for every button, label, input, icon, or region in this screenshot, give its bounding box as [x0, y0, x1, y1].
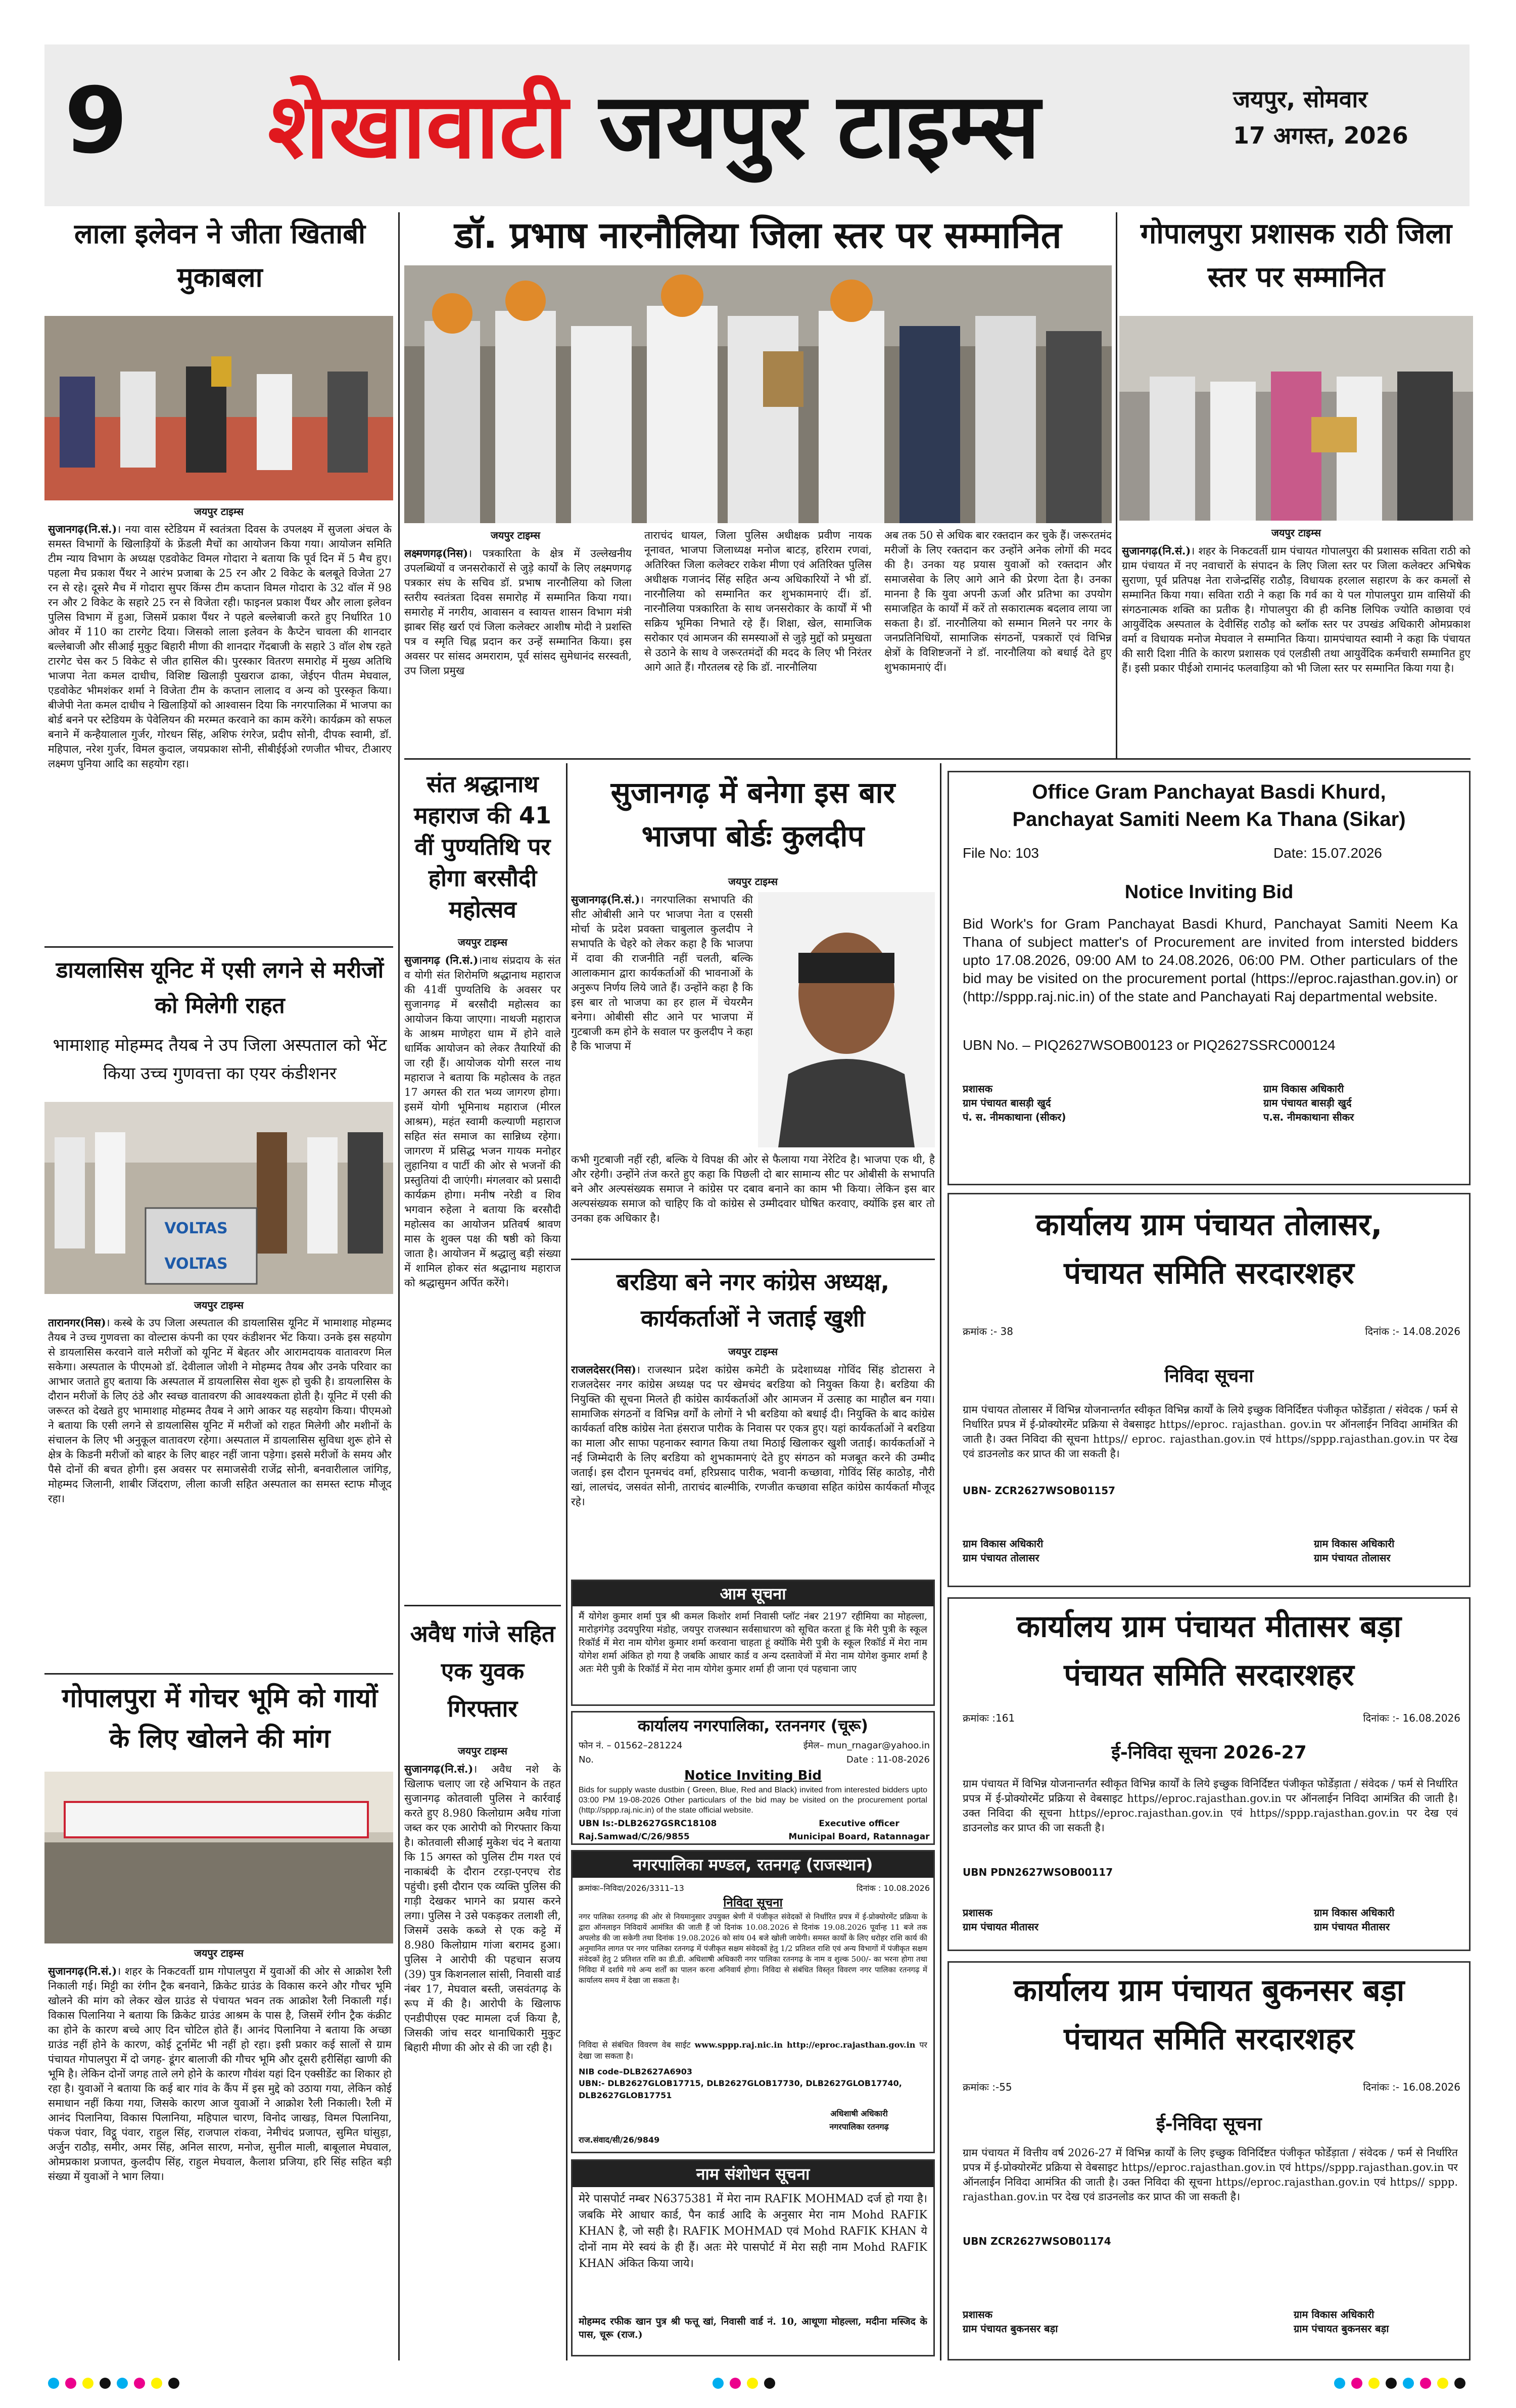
bjp-headline: सुजानगढ़ में बनेगा इस बार भाजपा बोर्डः कुलदीप	[610, 775, 895, 853]
bukansar-kramank: क्रमांकः :-55	[963, 2081, 1012, 2093]
prabhash-body-col1	[404, 546, 632, 753]
ratannagar-no: No.	[579, 1754, 594, 1765]
rathi-photo-art	[1119, 316, 1473, 521]
prabhash-headline: डॉ. प्रभाष नारनौलिया जिला स्तर पर सम्मानित	[454, 214, 1062, 256]
column-rule	[940, 763, 941, 2360]
bukansar-title-2: पंचायत समिति सरदारशहर	[1064, 2021, 1354, 2057]
meetasar-title	[950, 1602, 1468, 1703]
lala-photo	[44, 316, 393, 500]
black-dot	[1454, 2378, 1465, 2389]
basdi-ubn: UBN No. – PIQ2627WSOB00123 or PIQ2627SSRC000124	[963, 1037, 1336, 1053]
ratangarh-date: दिनांक : 10.08.2026	[856, 1883, 930, 1893]
gochar-credit: जयपुर टाइम्स	[194, 1947, 244, 1959]
meetasar-sign-right-2: ग्राम पंचायत मीतासर	[1314, 1921, 1390, 1933]
magenta-dot	[1420, 2378, 1431, 2389]
column-rule	[566, 763, 567, 2360]
ratangarh-officer: अधिशाषी अधिकारी	[830, 2109, 888, 2118]
tolasar-sign-left-1: ग्राम विकास अधिकारी	[963, 1538, 1044, 1550]
basdi-sign-left	[963, 1082, 1185, 1132]
meetasar-kramank: क्रमांकः :161	[963, 1712, 1015, 1724]
basdi-notice-heading: Notice Inviting Bid	[1124, 882, 1294, 903]
voltas-label-1: VOLTAS	[164, 1220, 228, 1237]
bukansar-body: ग्राम पंचायत में वित्तीय वर्ष 2026-27 में विभिन्न कार्यों के लिए इच्छुक विनिर्दिष्टत पंजीकृत फोर्डेड़ाता / संवेदक / फर्म से निर्धारित प्रपत्र में ई-प्रोक्योरमेंट प्रक्रिया से वेबसाइट https//eproc.rajasthan.gov.in एवं https//sppp.rajasthan.gov.in पर ऑनलाईन निविदा आमंत्रित की जाती है। उक्त निविदा की सूचना https//eproc.rajasthan.gov.in एवं https// sppp. rajasthan.gov.in पर देख एवं डाउनलोड कर प्राप्त की जा सकती है।	[963, 2147, 1458, 2203]
bardiya-body	[571, 1362, 935, 1575]
dialysis-text: । कस्बे के उप जिला अस्पताल की डायलासिस यूनिट में भामाशाह मोहम्मद तैयब ने उच्च गुणवत्ता का वोल्टास कंपनी का एयर कंडीशनर भेंट किया। उनके इस सहयोग से डायलासिस करवाने वाले मरीजों को यूनिट में बेहतर और आरामदायक वातावरण मिल सकेगा। अस्पताल के पीएमओ डॉ. देवीलाल जोशी ने मोहम्मद तैयब और उनके परिवार का आभार जताते हुए बताया कि अस्पताल में डायलासिस सेवा शुरू हो चुकी है। डायलासिस के दौरान मरीजों के लिए ठंडे और स्वच्छ वातावरण की आवश्यकता होती है। यूनिट में एसी की जरूरत को देखते हुए भामाशाह मोहम्मद तैयब ने आगे आकर यह सहयोग किया। पीएमओ ने बताया कि एसी लगने से डायलासिस यूनिट में मरीजों को राहत मिलेगी और मशीनों के संचालन के लिए भी अनुकूल वातावरण रहेगा। अस्पताल में डायलासिस सुविधा शुरू होने से क्षेत्र के किडनी मरीजों को बाहर के लिए बाहर नहीं जाना पड़ेगा। इससे मरीजों के समय और पैसे दोनों की बचत होगी। इस अवसर पर समाजसेवी राजेंद्र सोनी, बनवारीलाल जांगिड़, मोहम्मद जिलानी, शाबीर जिंदराण, लीला काजी सहित अस्पताल का समस्त स्टाफ मौजूद रहा।	[48, 1317, 392, 1505]
yellow-dot	[82, 2378, 93, 2389]
tolasar-kramank: क्रमांक :- 38	[963, 1325, 1013, 1337]
meetasar-title-2: पंचायत समिति सरदारशहर	[1064, 1657, 1354, 1693]
meetasar-notice-heading: ई-निविदा सूचना 2026-27	[1111, 1742, 1307, 1763]
bukansar-sign-left	[963, 2307, 1165, 2338]
ratangarh-site-label: निविदा से संबंधित विवरण वेब साईट	[579, 2040, 691, 2050]
ganja-dateline: सुजानगढ़(नि.सं.)	[404, 1763, 473, 1775]
meetasar-sign-left-1: प्रशासक	[963, 1907, 993, 1919]
ratangarh-sites	[579, 2040, 927, 2064]
yellow-dot	[1368, 2378, 1380, 2389]
column-divider	[404, 1605, 561, 1606]
issue-date: 17 अगस्त, 2026	[1233, 122, 1408, 149]
meetasar-sign-left	[963, 1906, 1165, 1936]
basdi-sign-right	[1263, 1082, 1460, 1132]
tolasar-date: दिनांक :- 14.08.2026	[1365, 1325, 1460, 1337]
basdi-file: File No: 103	[963, 845, 1039, 861]
dialysis-credit: जयपुर टाइम्स	[194, 1299, 244, 1311]
page-number: 9	[64, 68, 128, 174]
lala-headline: लाला इलेवन ने जीता खिताबी मुकाबला	[74, 218, 366, 293]
black-dot	[764, 2378, 775, 2389]
meetasar-title-1: कार्यालय ग्राम पंचायत मीतासर बड़ा	[1016, 1609, 1402, 1644]
dialysis-subhead: भामाशाह मोहम्मद तैयब ने उप जिला अस्पताल को भेंट किया उच्च गुणवत्ता का एयर कंडीशनर	[53, 1035, 387, 1084]
column-divider	[571, 1259, 935, 1260]
ratangarh-notice-heading: निविदा सूचना	[723, 1895, 783, 1910]
bukansar-title	[950, 1966, 1468, 2067]
yellow-dot	[747, 2378, 758, 2389]
yellow-dot	[151, 2378, 162, 2389]
prabhash-credit: जयपुर टाइम्स	[490, 529, 541, 541]
ratangarh-site-2[interactable]: http://eproc.rajasthan.gov.in	[786, 2040, 916, 2050]
newspaper-title	[268, 71, 1177, 182]
lala-credit: जयपुर टाइम्स	[194, 505, 244, 518]
black-dot	[1386, 2378, 1397, 2389]
column-rule	[1116, 212, 1117, 758]
registration-marks-left	[48, 2376, 250, 2391]
black-dot	[100, 2378, 111, 2389]
bukansar-date: दिनांकः :- 16.08.2026	[1363, 2081, 1460, 2093]
magenta-dot	[730, 2378, 741, 2389]
basdi-date: Date: 15.07.2026	[1273, 845, 1382, 861]
meetasar-sign-right	[1314, 1906, 1460, 1936]
basdi-title	[950, 778, 1468, 834]
bukansar-sign-left-2: ग्राम पंचायत बुकनसर बड़ा	[963, 2323, 1058, 2335]
black-dot	[168, 2378, 179, 2389]
basdi-sign-left-2: ग्राम पंचायत बासड़ी खुर्द	[963, 1097, 1051, 1109]
lala-photo-art	[44, 316, 393, 500]
basdi-sign-left-3: पं. स. नीमकाथाना (सीकर)	[963, 1111, 1066, 1123]
ratannagar-email: ईमेल– mun_rnagar@yahoo.in	[803, 1740, 930, 1751]
bjp-body-col2: कभी गुटबाजी नहीं रही, बल्कि ये विपक्ष की ओर से फैलाया गया नेरेटिव है। भाजपा एक थी, है और रहेगी। उन्होंने तंज करते हुए कहा कि पिछली दो बार सामान्य सीट पर ओबीसी के सभापति बने और अल्पसंख्यक समाज ने कांग्रेस पर दबाव बनाने का काम भी किया। लेकिन इस बार अल्पसंख्यक समाज को चाहिए कि वो कांग्रेस से उम्मीदवार घोषित करवाए, क्योंकि इस बार तो उनका हक अधिकार है।	[571, 1153, 935, 1224]
rathi-body	[1122, 543, 1471, 753]
basdi-sign-left-1: प्रशासक	[963, 1083, 993, 1095]
meetasar-date: दिनांकः :- 16.08.2026	[1363, 1712, 1460, 1724]
ratannagar-ubn: UBN Is:-DLB2627GSRC18108	[579, 1819, 717, 1829]
rathi-photo	[1119, 316, 1473, 521]
ratannagar-officer: Executive officer	[819, 1819, 899, 1829]
basdi-title-1: Office Gram Panchayat Basdi Khurd,	[1032, 781, 1386, 803]
sant-dateline: सुजानगढ़ (नि.सं.)	[404, 954, 479, 966]
dialysis-headline: डायलासिस यूनिट में एसी लगने से मरीजों को मिलेगी राहत	[56, 957, 384, 1018]
magenta-dot	[134, 2378, 145, 2389]
tolasar-title-2: पंचायत समिति सरदारशहर	[1064, 1256, 1354, 1291]
tolasar-title-1: कार्यालय ग्राम पंचायत तोलासर,	[1035, 1207, 1383, 1242]
bukansar-sign-left-1: प्रशासक	[963, 2308, 993, 2321]
naam-sanshodhan-signed: मोहम्मद रफीक खान पुत्र श्री फत्तू खां, निवासी वार्ड नं. 10, आथूणा मोहल्ला, मदीना मस्जिद के पास, चूरू (राज.)	[579, 2316, 927, 2340]
ganja-credit: जयपुर टाइम्स	[457, 1745, 508, 1757]
bardiya-dateline: राजलदेसर(निस)	[571, 1363, 636, 1376]
bukansar-sign-right-2: ग्राम पंचायत बुकनसर बड़ा	[1294, 2323, 1389, 2335]
basdi-sign-right-1: ग्राम विकास अधिकारी	[1263, 1083, 1344, 1095]
sant-credit: जयपुर टाइम्स	[457, 936, 508, 948]
meetasar-ubn: UBN PDN2627WSOB00117	[963, 1866, 1113, 1878]
ratannagar-body: Bids for supply waste dustbin ( Green, Blue, Red and Black) invited from interested bidders upto 03:00 PM 19-08-2026 Other particulars of the bid may be visited on the procurement portal (http://sppp.raj.nic.in) of the state official website.	[579, 1786, 927, 1815]
prabhash-body-col2: ताराचंद धायल, जिला पुलिस अधीक्षक प्रवीण नायक नूनावत, भाजपा जिलाध्यक्ष मनोज बाटड़, हरिराम रणवां, अतिरिक्त जिला कलेक्टर राकेश मीणा एवं अतिरिक्त पुलिस अधीक्षक गजानंद सिंह सहित अन्य अधिकारियों ने भी डॉ. नारनौलिया को सम्मानित कर शुभकामनाएं दीं। डॉ. नारनौलिया पत्रकारिता के साथ जनसरोकार के कार्यों में भी सक्रिय भूमिका निभाते रहे हैं। शिक्षा, खेल, सामाजिक सरोकार एवं आमजन की समस्याओं से जुड़े मुद्दों को प्रमुखता से उठाने के साथ वे जरूरतमंदों की मदद के लिए भी निरंतर आगे आते हैं। गौरतलब रहे कि डॉ. नारनौलिया	[644, 529, 872, 673]
prabhash-photo	[404, 265, 1112, 523]
registration-marks-right	[1263, 2376, 1465, 2391]
lala-text: । नया वास स्टेडियम में स्वतंत्रता दिवस के उपलक्ष्य में सुजला अंचल के समस्त विभागों के खिलाड़ियों के फ्रेंडली मैचों का आयोजन किया गया। आयोजन समिति टीम न्याय विभाग के अध्यक्ष एडवोकेट विमल गोदारा ने बताया कि पूर्व दिन में 5 मैच हुए। पहला मैच प्रकाश पैंथर ने आरंभ प्रजाबा के 25 रन और 2 विकेट के बलबूते विजेता 27 रन से रहे। दूसरे मैच में गोदारा सुपर किंग्स टीम कप्तान विमल गोदारा के 32 वॉल में 98 रन और 2 विकेट के सहारे 25 रन से विजेता रही। फाइनल प्रकाश पैंथर और लाला इलेवन पुलिस विभाग में हुआ, जिसमें प्रकाश पैंथर ने पहले बल्लेबाजी करते हुए निर्धारित 10 ओवर में 110 का टारगेट दिया। जिसको लाला इलेवन के कैप्टेन चावला की शानदार बल्लेबाजी और सीआई मुकुट बिहारी मीणा की शानदार गेंदबाजी के सहारे 3 वॉल शेष रहते टारगेट चेस कर 5 विकेट से जीत हासिल की। पुरस्कार वितरण समारोह में मुख्य अतिथि भाजपा नेता कमल दाधीच, विशिष्ट खिलाड़ी पुखराज ढाका, जेईएन पीतम मेघवाल, एडवोकेट भीमशंकर शर्मा ने विजेता टीम के कप्तान लालाद व अन्य को पुरस्कृत किया। बीजेपी नेता कमल दाधीच ने खिलाड़ियों को आश्वासन दिया कि नगरपालिका में भाजपा का बोर्ड बनने पर स्टेडियम के पेवेलियन की मरम्मत करवाने का काम करेंगे। कार्यक्रम को सफल बनाने में कन्हैयालाल गुर्जर, गोरधन सिंह, अशिफ रंगरेज, प्रदीप सोनी, दीपक स्वामी, डॉ. महिपाल, नरेश गुर्जर, विमल कुदाल, जयप्रकाश सोनी, सीबीईईओ रणजीत भीचर, टीआरए लक्ष्मण पुनिया आदि का सहयोग रहा।	[48, 523, 392, 770]
cyan-dot	[1334, 2378, 1345, 2389]
tolasar-sign-right-2: ग्राम पंचायत तोलासर	[1314, 1552, 1391, 1564]
dialysis-dateline: तारानगर(निस)	[48, 1316, 106, 1329]
ratangarh-nib: NIB code–DLB2627A6903	[579, 2067, 693, 2076]
bardiya-headline: बरडिया बने नगर कांग्रेस अध्यक्ष, कार्यकर्ताओं ने जताई खुशी	[616, 1268, 890, 1332]
section-divider	[404, 758, 1471, 760]
tolasar-sign-left	[963, 1537, 1165, 1567]
dialysis-body	[48, 1315, 392, 1669]
prabhash-body-col3: अब तक 50 से अधिक बार रक्तदान कर चुके हैं। जरूरतमंद मरीजों के लिए रक्तदान कर उन्होंने अनेक लोगों की मदद की है। उनका यह प्रयास युवाओं को रक्तदान और समाजसेवा के लिए आगे आने की प्रेरणा देता है। उनका मानना है कि युवा अपनी ऊर्जा और प्रतिभा का उपयोग समाजहित के कार्यों में करें तो सकारात्मक बदलाव लाया जा सकता है। डॉ. नारनौलिया को सम्मान मिलने पर नगर के जनप्रतिनिधियों, सामाजिक संगठनों, पत्रकारों एवं विभिन्न क्षेत्रों के विशिष्टजनों ने डॉ. नारनौलिया को बधाई देते हुए शुभकामनाएं दीं।	[884, 529, 1112, 673]
bjp-body-col1	[571, 892, 753, 1147]
meetasar-sign-right-1: ग्राम विकास अधिकारी	[1314, 1907, 1395, 1919]
meetasar-body: ग्राम पंचायत में विभिन्न योजनान्तर्गत स्वीकृत विभिन्न कार्यों के लिये इच्छुक विनिर्दिष्टत पंजीकृत फोर्डेड़ाता / संवेदक / फर्म से निर्धारित प्रपत्र में ई-प्रोक्योरमेंट प्रक्रिया से वेबसाइट https//eproc.rajasthan.gov.in पर ऑनलाईन निविदा आमंत्रित की जाती है। उक्त निविदा की सूचना https//eproc.rajasthan.gov.in एवं https//sppp.rajasthan.gov.in पर देख एवं डाउनलोड कर प्राप्त की जा सकती है।	[963, 1778, 1458, 1834]
gochar-text: । शहर के निकटवर्ती ग्राम गोपालपुरा में युवाओं की ओर से आक्रोश रैली निकाली गई। मिट्टी का रंगीन ट्रैक बनवाने, क्रिकेट ग्राउंड के विकास करने और गौचर भूमि खोलने की मांग को लेकर खेल ग्राउंड से पंचायत भवन तक आक्रोश रैली निकाली गई। विकास पिलानिया ने बताया कि क्रिकेट ग्राउंड आश्रम के पास है, जिसमें रंगीन ट्रैक कंक्रीट का होने के कारण बच्चे आए दिन चोटिल होते हैं। आनंद पिलानिया ने बताया कि अच्छा ग्राउंड नहीं होने के कारण, कोई टूर्नामेंट भी नहीं हो रहा। इसी प्रकार कई सालों से ग्राम पंचायत गोपालपुरा में दो जगह- डूंगर बालाजी की गौचर भूमि और दूसरी हरीसिंहा खाणी की भूमि है। लेकिन दोनों जगह ताले लगे होने के कारण गौवंश यहां दिन एक्सीडेंट का शिकार हो रहा है। युवाओं ने बताया कि कई बार गांव के कैंप में इस मुद्दे को उठाया गया, लेकिन कोई समाधान नहीं किया गया, जिसके कारण आज युवाओं ने आक्रोश रैली निकाली। रैली में आनंद पिलानिया, विकास पिलानिया, महिपाल चारण, विनोद जाखड़, विमल पिलानिया, पंकज पंवार, विट्ठू पंवार, राहुल सिंह, राजपाल रांकवा, नेमीचंद प्रजापत, सुमित घांसुड़ा, अर्जुन राठौड़, समीर, अमर सिंह, अनिल सारण, मनोज, सुनील माली, बाबूलाल मेघवाल, ओमप्रकाश प्रजापत, कुलदीप सिंह, राहुल मेघवाल, कैलाश प्रजिया, हरि सिंह सहित बड़ी संख्या में युवाओं ने भाग लिया।	[48, 1965, 392, 2183]
issue-dateline	[1233, 81, 1445, 162]
lala-dateline: सुजानगढ़(नि.सं.)	[48, 523, 117, 535]
bardiya-text: । राजस्थान प्रदेश कांग्रेस कमेटी के प्रदेशाध्यक्ष गोविंद सिंह डोटासरा ने राजलदेसर नगर कांग्रेस अध्यक्ष पद पर खेमचंद बरडिया को नियुक्त किया है। बरडिया की नियुक्ति की सूचना मिलते ही कांग्रेस कार्यकर्ताओं और आमजन में उत्साह का माहौल बन गया। सामाजिक संगठनों व विभिन्न वर्गों के लोगों ने भी बरडिया को बधाई दी। नियुक्ति के बाद कांग्रेस कार्यकर्ता वरिष्ठ कांग्रेस नेता हंसराज पारीक के निवास पर एकत्र हुए। यहां कार्यकर्ताओं ने बरडिया का माला और साफा पहनाकर स्वागत किया तथा मिठाई खिलाकर खुशी जताई। कार्यकर्ताओं ने नई जिम्मेदारी के लिए बरडिया को शुभकामनाएं देते हुए संगठन को मजबूत करने की उम्मीद जताई। इस दौरान पूनमचंद वर्मा, हरिप्रसाद पारीक, भवानी कच्छावा, गोविंद सिंह काठोड़, नौरी खां, लालचंद, जसवंत सोनी, ताराचंद बाल्मीकि, रणजीत कच्छावा सहित कांग्रेस कार्यकर्ता मौजूद रहे।	[571, 1364, 935, 1508]
tolasar-title	[950, 1200, 1468, 1302]
ratannagar-board: Municipal Board, Ratannagar	[788, 1832, 930, 1842]
ratangarh-kramank: क्रमांकः–निविदा/2026/3311–13	[579, 1883, 684, 1893]
ratangarh-ubn-list: DLB2627GLOB17715, DLB2627GLOB17730, DLB2627GLOB17740, DLB2627GLOB17751	[579, 2078, 902, 2100]
aam-suchna-body: मैं योगेश कुमार शर्मा पुत्र श्री कमल किशोर शर्मा निवासी प्लॉट नंबर 2197 रहीमिया का मोहल्ला, मारोड़गंगेड़ उदयपुरिया मंडोह, जयपुर राजस्थान सर्वसाधारण को सूचित करता हूं कि मेरी पुत्री के स्कूल रिकॉर्ड में मेरा नाम योगेश कुमार शर्मा करवाना चाहता हूं क्योंकि मेरी पुत्री के स्कूल रिकॉर्ड में मेरा नाम योगेश शर्मा अंकित हो गया है जबकि आधार कार्ड व अन्य दस्तावेजों में मेरा नाम योगेश कुमार शर्मा है अतः मेरी पुत्री के रिकॉर्ड में मेरा नाम योगेश कुमार शर्मा ही जाना एवं पहचाना जाए	[579, 1611, 927, 1675]
bjp-text-1: । नगरपालिका सभापति की सीट ओबीसी आने पर भाजपा नेता व एससी मोर्चा के प्रदेश प्रवक्ता चाबुलाल कुलदीप ने सभापति के चेहरे को लेकर कहा है कि भाजपा में दावा की राजनीति नहीं चलती, बल्कि आलाकमान द्वारा कार्यकर्ताओं की भावनाओं के अनुरूप निर्णय लिये जाते हैं। उन्होंने कहा है कि इस बार तो भाजपा का हर हाल में चेयरमैन बनेगा। ओबीसी सीट आने पर भाजपा में गुटबाजी कम होने के सवाल पर कुलदीप ने कहा है कि भाजपा में	[571, 894, 753, 1052]
column-rule	[398, 212, 400, 2360]
bardiya-credit: जयपुर टाइम्स	[728, 1346, 778, 1358]
dialysis-photo	[44, 1102, 393, 1294]
ratannagar-date: Date : 11-08-2026	[846, 1754, 930, 1765]
bukansar-sign-right-1: ग्राम विकास अधिकारी	[1294, 2308, 1375, 2321]
rathi-text: । शहर के निकटवर्ती ग्राम पंचायत गोपालपुरा की प्रशासक सविता राठी को ग्राम पंचायत में नए नवाचारों के संपादन के लिए जिला स्तर पर जिला कलेक्टर अभिषेक सुराणा, पूर्व प्रतिपक्ष नेता राजेन्द्रसिंह राठौड़, विधायक हरलाल सहारण के कर कमलों से सम्मानित किया गया। सविता राठी ने कहा कि गर्व का ये पल गोपालपुरा ग्राम वासियों की संगठनात्मक शक्ति का प्रतीक है। गोपालपुरा की ही कनिष्ठ लिपिक ज्योति काछावा एवं आयुर्वेदिक अस्पताल के देवीसिंह राठौड़ को ब्लॉक स्तर पर उपखंड अधिकारी ओमप्रकाश वर्मा व विधायक मनोज मेघवाल ने सम्मानित किया। ग्रामपंचायत स्वामी ने कहा कि पंचायत की सारी दिशा नीति के कारण प्रशासक एवं एलडीसी तथा आयुर्वेदिक कर्मचारी सम्मानित हुए हैं। इसी प्रकार पीईओ रामानंद फलवाड़िया को भी जिला स्तर पर सम्मानित किया गया है।	[1122, 545, 1471, 674]
bukansar-title-1: कार्यालय ग्राम पंचायत बुकनसर बड़ा	[1013, 1973, 1405, 2008]
ratannagar-raj: Raj.Samwad/C/26/9855	[579, 1832, 690, 1842]
ratannagar-notice-heading: Notice Inviting Bid	[684, 1768, 822, 1783]
ratangarh-ubn	[579, 2077, 927, 2104]
basdi-body: Bid Work's for Gram Panchayat Basdi Khurd, Panchayat Samiti Neem Ka Thana of subject matter's of Procurement are invited from intersted bidders upto 17.08.2026, 09:00 AM to 24.08.2026, 06:00 PM. Other particulars of the bid may be visited on the procurement portal (https://eproc.rajasthan.gov.in) or (http://sppp.raj.nic.in) of the state and Panchayati Raj departmental website.	[963, 916, 1458, 1004]
tolasar-ubn: UBN- ZCR2627WSOB01157	[963, 1485, 1116, 1497]
ratannagar-phone: फोन नं. – 01562–281224	[579, 1740, 683, 1751]
prabhash-text-1: । पत्रकारिता के क्षेत्र में उल्लेखनीय उपलब्धियों व जनसरोकारों से जुड़े कार्यों के लिए लक्ष्मणगढ़ पत्रकार संघ के सचिव डॉ. प्रभाष नारनौलिया को जिला स्तरीय स्वतंत्रता दिवस समारोह में सम्मानित किया गया। समारोह में नगरीय, आवासन व स्वायत्त शासन विभाग मंत्री झाबर सिंह खर्रा एवं जिला कलेक्टर आशीष मोदी ने प्रशस्ति पत्र व स्मृति चिह्न प्रदान कर उन्हें सम्मानित किया। इस अवसर पर सांसद अमराराम, पूर्व सांसद सुमेधानंद सरस्वती, उप जिला प्रमुख	[404, 547, 632, 677]
ratangarh-site-suffix: पर देखा जा सकता है।	[579, 2040, 927, 2061]
ratangarh-ubn-label: UBN:-	[579, 2078, 605, 2088]
gochar-dateline: सुजानगढ़(नि.सं.)	[48, 1965, 117, 1977]
cyan-dot	[1403, 2378, 1414, 2389]
basdi-sign-right-2: ग्राम पंचायत बासड़ी खुर्द	[1263, 1097, 1352, 1109]
bjp-credit: जयपुर टाइम्स	[728, 875, 778, 888]
magenta-dot	[1351, 2378, 1362, 2389]
sant-headline: संत श्रद्धानाथ महाराज की 41 वीं पुण्यतिथि पर होगा बरसौदी महोत्सव	[414, 770, 551, 923]
voltas-label-2: VOLTAS	[164, 1255, 228, 1273]
gochar-photo-art	[44, 1772, 393, 1943]
kuldeep-portrait	[758, 892, 935, 1147]
ganja-body	[404, 1762, 561, 2358]
tolasar-body: ग्राम पंचायत तोलासर में विभिन्न योजनान्तर्गत स्वीकृत विभिन्न कार्यों के लिये इच्छुक विनिर्दिष्टत पंजीकृत फोर्डेड़ाता / संवेदक / फर्म से निर्धारित प्रपत्र में ई-प्रोक्योरमेंट प्रक्रिया से वेबसाइट https//eproc. rajasthan. gov.in पर ऑनलाईन निविदा आमंत्रित की जाती है। उक्त निविदा की सूचना https// eproc. rajasthan.gov.in एवं https//sppp.rajasthan.gov.in पर देख एवं डाउनलोड कर प्राप्त की जा सकती है।	[963, 1404, 1458, 1460]
basdi-title-2: Panchayat Samiti Neem Ka Thana (Sikar)	[1012, 808, 1406, 830]
ratangarh-body: नगर पालिका रतनगढ़ की ओर से नियमानुसार उपयुक्त श्रेणी में पंजीकृत संवेदकों से निर्धारित प्रपत्र में ई-प्रोक्योरमेंट प्रक्रिया के द्वारा ऑनलाइन निविदायें आमंत्रित की जाती हैं जो दिनांक 10.08.2026 से दिनांक 19.08.2026 पूर्वान्ह 11 बजे तक अपलोड की जा सकेगी तथा दिनांक 19.08.2026 को सांय 04 बजे खोली जायेगी। समस्त कार्यों के लिए धरोहर राशि कार्य की अनुमानित लागत पर नगर पालिका रतनगढ़ में पंजीकृत सक्षम संवेदकों हेतु 1/2 प्रतिशत राशि एवं अन्य विभागों में पंजीकृत सक्षम संवेदकों हेतु 2 प्रतिशत राशि का डी.डी. अधिशाषी अधिकारी नगर पालिका रतनगढ़ के नाम व शुल्क 500/- का भरना होगा तथा निविदा में दर्शाये गये अन्य शर्तों का पालन करना अनिवार्य होगा। निविदा से संबंधित विस्तृत विवरण नगर पालिका रतनगढ़ में कार्यालय समय में देखा जा सकता है।	[579, 1912, 927, 1985]
brand-black: जयपुर टाइम्स	[599, 74, 1040, 178]
ratangarh-board: नगरपालिका रतनगढ़	[829, 2122, 889, 2132]
prabhash-photo-art	[404, 265, 1112, 523]
column-divider	[44, 1673, 393, 1675]
naam-sanshodhan-title: नाम संशोधन सूचना	[573, 2161, 933, 2187]
tolasar-sign-right	[1314, 1537, 1460, 1567]
brand-red: शेखावाटी	[268, 74, 568, 178]
kuldeep-portrait-art	[758, 892, 935, 1147]
lala-body	[48, 522, 392, 941]
rathi-credit: जयपुर टाइम्स	[1271, 527, 1321, 539]
registration-marks-center	[713, 2376, 814, 2391]
sant-text: ।नाथ संप्रदाय के संत व योगी संत शिरोमणि श्रद्धानाथ महाराज की 41वीं पुण्यतिथि के अवसर पर सुजानगढ़ में बरसौदी महोत्सव का आयोजन किया जाएगा। नाथजी महाराज के आश्रम माणेहरा धाम में होने वाले धार्मिक आयोजन को लेकर तैयारियों की जा रही हैं। आयोजक योगी सरल नाथ महाराज ने बताया कि महोत्सव के तहत 17 अगस्त की रात भव्य जागरण होगा। इसमें योगी भूमिनाथ महाराज (मीरल आश्रम), महंत स्वामी कल्याणी महाराज सहित संत समाज का सान्निध्य रहेगा। जागरण में प्रसिद्ध भजन गायक मनोहर लुहानिया व पार्टी की ओर से भजनों की प्रस्तुतियां दी जाएंगी। मंगलवार को प्रसादी कार्यक्रम होगा। मनीष नरेडी व शिव भगवान रुहेला ने बताया कि बरसौदी महोत्सव का आयोजन प्रतिवर्ष श्रावण मास के शुक्ल पक्ष की षष्ठी को किया जाता है। आयोजन में श्रद्धालु बड़ी संख्या में शामिल होकर संत श्रद्धानाथ महाराज को श्रद्धासुमन अर्पित करेंगे।	[404, 954, 561, 1289]
tolasar-sign-right-1: ग्राम विकास अधिकारी	[1314, 1538, 1395, 1550]
dialysis-photo-art	[44, 1102, 393, 1294]
yellow-dot	[1437, 2378, 1448, 2389]
ganja-headline: अवैध गांजे सहित एक युवक गिरफ्तार	[410, 1620, 555, 1722]
gochar-photo	[44, 1772, 393, 1943]
prabhash-dateline: लक्ष्मणगढ़(निस)	[404, 547, 468, 560]
ratangarh-raj: राज.संवाद/सी/26/9849	[579, 2135, 660, 2145]
column-divider	[44, 946, 393, 948]
magenta-dot	[65, 2378, 76, 2389]
tolasar-sign-left-2: ग्राम पंचायत तोलासर	[963, 1552, 1039, 1564]
ratangarh-title: नगरपालिका मण्डल, रतनगढ़ (राजस्थान)	[573, 1851, 933, 1878]
gochar-body	[48, 1964, 392, 2358]
gochar-headline: गोपालपुरा में गोचर भूमि को गायों के लिए खोलने की मांग	[62, 1683, 378, 1754]
ratangarh-site-1[interactable]: www.sppp.raj.nic.in	[694, 2040, 783, 2050]
cyan-dot	[117, 2378, 128, 2389]
bukansar-ubn: UBN ZCR2627WSOB01174	[963, 2235, 1111, 2247]
cyan-dot	[713, 2378, 724, 2389]
issue-city-day: जयपुर, सोमवार	[1233, 85, 1368, 113]
rathi-dateline: सुजानगढ़(नि.सं.)	[1122, 544, 1191, 557]
aam-suchna-title: आम सूचना	[573, 1581, 933, 1606]
cyan-dot	[48, 2378, 59, 2389]
bukansar-sign-right	[1294, 2307, 1460, 2338]
meetasar-sign-left-2: ग्राम पंचायत मीतासर	[963, 1921, 1039, 1933]
tolasar-notice-heading: निविदा सूचना	[1164, 1366, 1254, 1386]
bjp-dateline: सुजानगढ़(नि.सं.)	[571, 893, 640, 906]
naam-sanshodhan-body: मेरे पासपोर्ट नम्बर N6375381 में मेरा नाम RAFIK MOHMAD दर्ज हो गया है। जबकि मेरे आधार कार्ड, पैन कार्ड आदि के अनुसार मेरा नाम Mohd RAFIK KHAN है, जो सही है। RAFIK MOHMAD एवं Mohd RAFIK KHAN ये दोनों नाम मेरे स्वयं के ही हैं। अतः मेरे पासपोर्ट में मेरा सही नाम Mohd RAFIK KHAN अंकित किया जाये।	[579, 2193, 927, 2270]
sant-body	[404, 953, 561, 1600]
rathi-headline: गोपालपुरा प्रशासक राठी जिला स्तर पर सम्मानित	[1140, 217, 1452, 294]
ganja-text: । अवैध नशे के खिलाफ चलाए जा रहे अभियान के तहत सुजानगढ़ कोतवाली पुलिस ने कार्रवाई करते हुए 8.980 किलोग्राम अवैध गांजा जब्त कर एक आरोपी को गिरफ्तार किया है। कोतवाली सीआई मुकेश चंद ने बताया कि 15 अगस्त को पुलिस टीम गश्त एवं नाकाबंदी के दौरान टरड़ा-एनएच रोड पहुंची। इसी दौरान एक व्यक्ति पुलिस की गाड़ी देखकर भागने का प्रयास करने लगा। पुलिस ने उसे पकड़कर तलाशी ली, जिसमें उसके कब्जे से एक कट्टे में 8.980 किलोग्राम गांजा बरामद हुआ। पुलिस ने आरोपी की पहचान सजय (39) पुत्र किशनलाल सांसी, निवासी वार्ड नंबर 17, मेघवाल बस्ती, जसवंतगढ़ के रूप में की है। आरोपी के खिलाफ एनडीपीएस एक्ट मामला दर्ज किया है, जिसकी जांच सदर थानाधिकारी मुकुट बिहारी मीणा की ओर से की जा रही है।	[404, 1763, 561, 2054]
bukansar-notice-heading: ई-निविदा सूचना	[1156, 2114, 1262, 2135]
ratannagar-title: कार्यालय नगरपालिका, रतननगर (चूरू)	[637, 1716, 869, 1735]
basdi-sign-right-3: प.स. नीमकाथाना सीकर	[1263, 1111, 1354, 1123]
